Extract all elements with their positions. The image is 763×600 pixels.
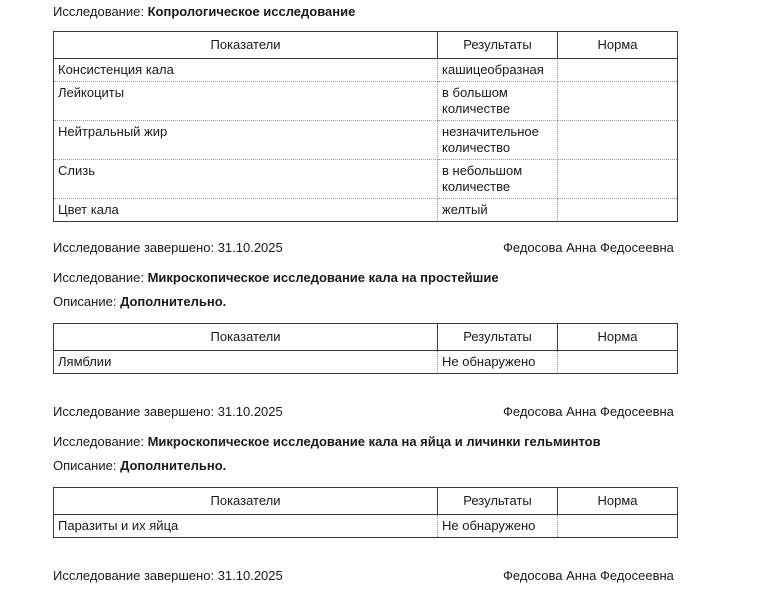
col-header-result: Результаты bbox=[438, 324, 558, 351]
description-value-2: Дополнительно. bbox=[120, 294, 227, 309]
table-row bbox=[54, 59, 678, 82]
col-header-indicator: Показатели bbox=[54, 324, 438, 351]
description-label-2: Описание: bbox=[53, 294, 117, 309]
cell-indicator: Паразиты и их яйца bbox=[54, 515, 438, 538]
table-row bbox=[54, 82, 678, 121]
cell-norm bbox=[558, 515, 678, 538]
completed-line-2 bbox=[53, 404, 283, 420]
study-label-1: Исследование: bbox=[53, 4, 144, 19]
study-header-1 bbox=[0, 4, 763, 20]
cell-indicator: Слизь bbox=[54, 160, 438, 199]
description-label-3: Описание: bbox=[53, 458, 117, 473]
study-label-2: Исследование: bbox=[53, 270, 144, 285]
study-line-2 bbox=[0, 270, 763, 286]
study-footer-3 bbox=[0, 568, 763, 584]
completed-line-3 bbox=[53, 568, 283, 584]
cell-indicator: Лямблии bbox=[54, 351, 438, 374]
cell-indicator: Консистенция кала bbox=[54, 59, 438, 82]
completed-date-2: 31.10.2025 bbox=[217, 404, 283, 419]
table-header-row bbox=[54, 488, 678, 515]
cell-result: незначительное количество bbox=[438, 121, 558, 160]
study-label-3: Исследование: bbox=[53, 434, 144, 449]
study-header-2 bbox=[0, 270, 763, 286]
completed-date-3: 31.10.2025 bbox=[217, 568, 283, 583]
table-body-3 bbox=[54, 515, 678, 538]
table-row bbox=[54, 351, 678, 374]
cell-result: Не обнаружено bbox=[438, 515, 558, 538]
cell-result: кашицеобразная bbox=[438, 59, 558, 82]
cell-result: Не обнаружено bbox=[438, 351, 558, 374]
cell-norm bbox=[558, 121, 678, 160]
study-footer-1 bbox=[0, 240, 763, 256]
study-name-2: Микроскопическое исследование кала на простейшие bbox=[147, 270, 499, 285]
table-row bbox=[54, 121, 678, 160]
cell-indicator: Лейкоциты bbox=[54, 82, 438, 121]
study-line-3 bbox=[0, 434, 763, 450]
results-table-3 bbox=[53, 487, 678, 538]
cell-norm bbox=[558, 82, 678, 121]
col-header-norm: Норма bbox=[558, 324, 678, 351]
description-value-3: Дополнительно. bbox=[120, 458, 227, 473]
cell-norm bbox=[558, 199, 678, 222]
cell-result: в большом количестве bbox=[438, 82, 558, 121]
completed-line-1 bbox=[53, 240, 283, 256]
cell-norm bbox=[558, 351, 678, 374]
table-row bbox=[54, 160, 678, 199]
description-line-2 bbox=[0, 294, 763, 310]
cell-indicator: Нейтральный жир bbox=[54, 121, 438, 160]
table-body-1 bbox=[54, 59, 678, 222]
doctor-name-3: Федосова Анна Федосеевна bbox=[503, 568, 674, 583]
description-line-3 bbox=[0, 458, 763, 474]
results-table-1 bbox=[53, 31, 678, 222]
completed-date-1: 31.10.2025 bbox=[217, 240, 283, 255]
col-header-indicator: Показатели bbox=[54, 488, 438, 515]
cell-norm bbox=[558, 160, 678, 199]
doctor-name-2: Федосова Анна Федосеевна bbox=[503, 404, 674, 419]
col-header-result: Результаты bbox=[438, 32, 558, 59]
col-header-indicator: Показатели bbox=[54, 32, 438, 59]
table-body-2 bbox=[54, 351, 678, 374]
completed-label-1: Исследование завершено: bbox=[53, 240, 215, 255]
study-footer-2 bbox=[0, 404, 763, 420]
completed-label-2: Исследование завершено: bbox=[53, 404, 215, 419]
col-header-result: Результаты bbox=[438, 488, 558, 515]
completed-label-3: Исследование завершено: bbox=[53, 568, 215, 583]
study-name-1: Копрологическое исследование bbox=[147, 4, 356, 19]
description-block-2 bbox=[0, 294, 763, 310]
doctor-name-1: Федосова Анна Федосеевна bbox=[503, 240, 674, 255]
study-header-3 bbox=[0, 434, 763, 450]
table-row bbox=[54, 199, 678, 222]
cell-norm bbox=[558, 59, 678, 82]
col-header-norm: Норма bbox=[558, 488, 678, 515]
study-line-1 bbox=[0, 4, 763, 20]
study-name-3: Микроскопическое исследование кала на яйца и личинки гельминтов bbox=[147, 434, 601, 449]
table-header-row bbox=[54, 32, 678, 59]
cell-result: желтый bbox=[438, 199, 558, 222]
cell-indicator: Цвет кала bbox=[54, 199, 438, 222]
cell-result: в небольшом количестве bbox=[438, 160, 558, 199]
table-head-3 bbox=[54, 488, 678, 515]
description-block-3 bbox=[0, 458, 763, 474]
col-header-norm: Норма bbox=[558, 32, 678, 59]
table-head-2 bbox=[54, 324, 678, 351]
table-header-row bbox=[54, 324, 678, 351]
results-table-2 bbox=[53, 323, 678, 374]
table-head-1 bbox=[54, 32, 678, 59]
table-row bbox=[54, 515, 678, 538]
